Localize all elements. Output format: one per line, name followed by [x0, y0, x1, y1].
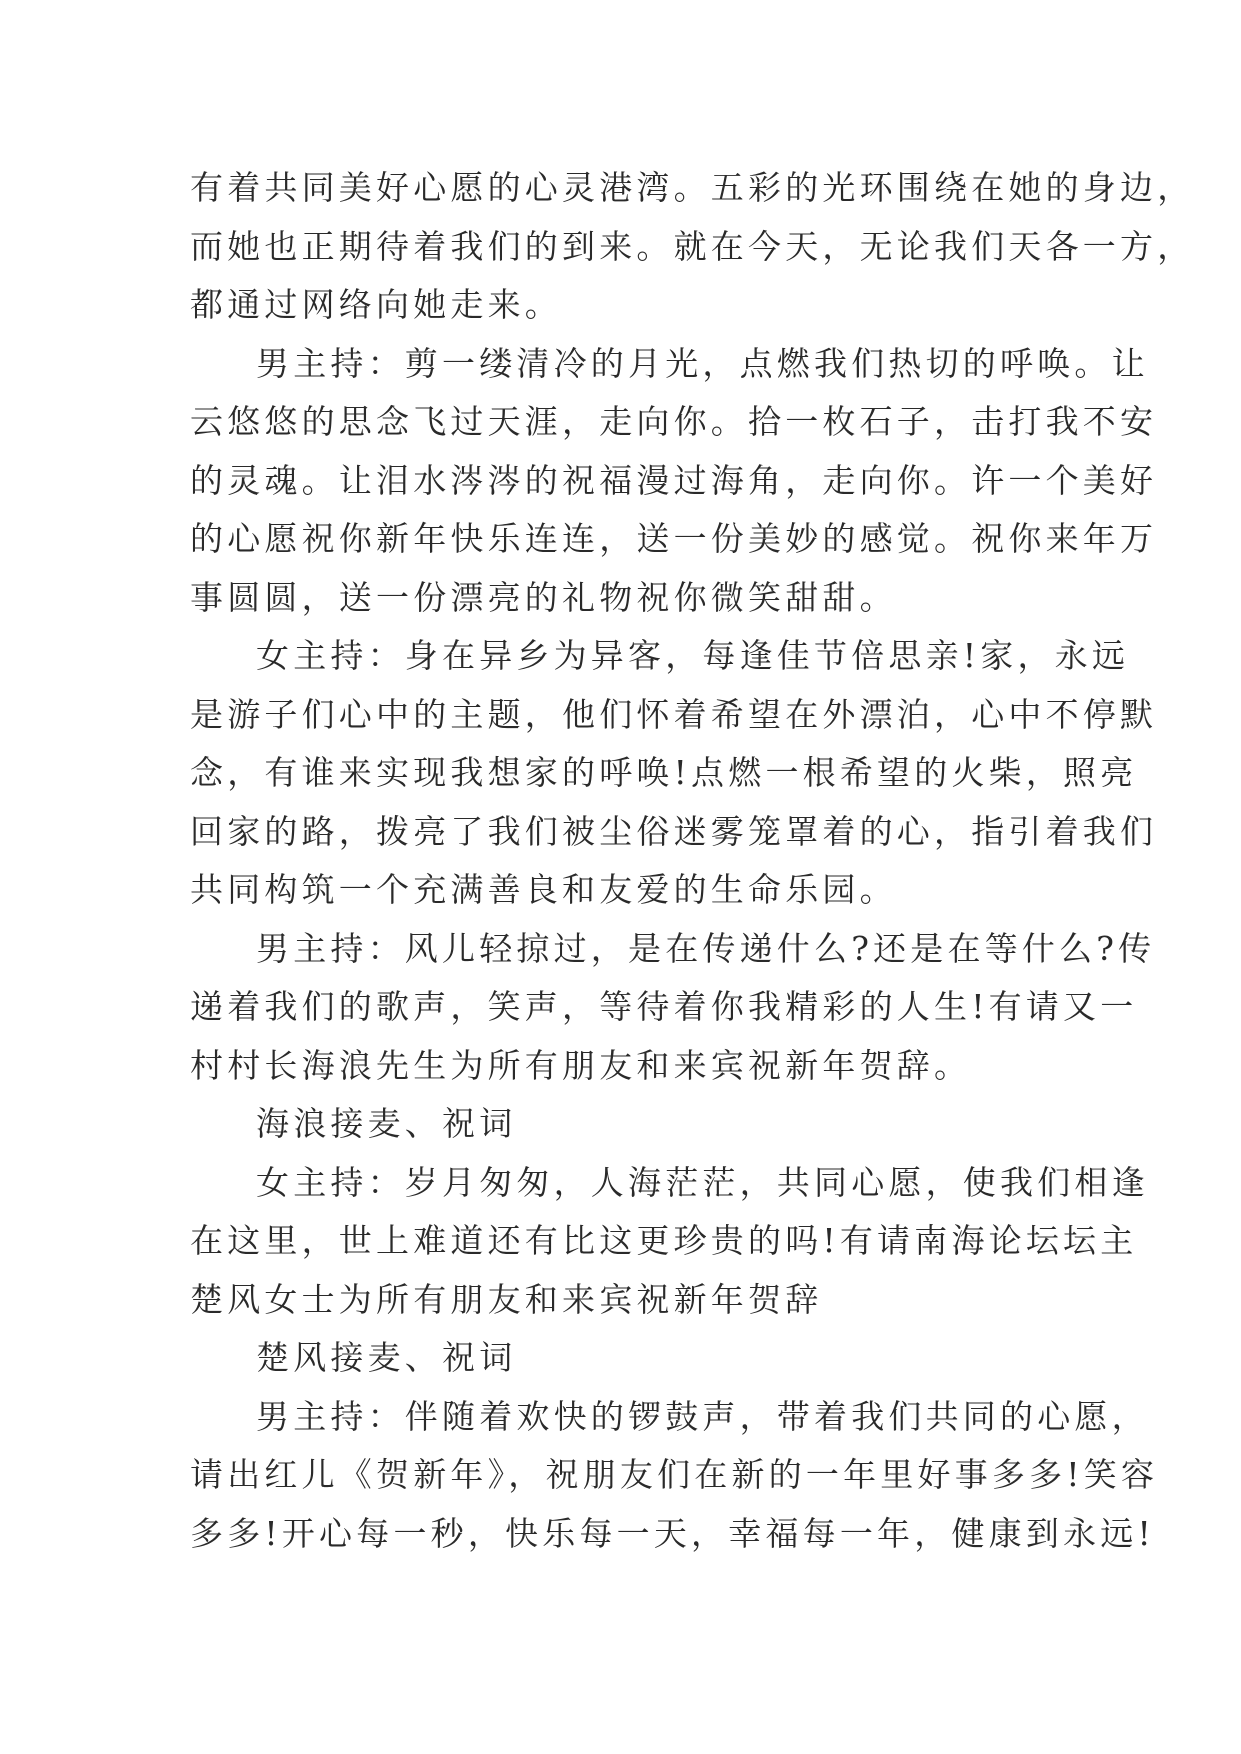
text-line: 在这里，世上难道还有比这更珍贵的吗!有请南海论坛坛主 [190, 1221, 1138, 1260]
text-line: 事圆圆，送一份漂亮的礼物祝你微笑甜甜。 [190, 577, 897, 617]
paragraph-start-line: 女主持：身在异乡为异客，每逢佳节倍思亲!家，永远 [256, 636, 1130, 675]
text-line: 念，有谁来实现我想家的呼唤!点燃一根希望的火柴，照亮 [190, 753, 1138, 792]
text-line: 的灵魂。让泪水涔涔的祝福漫过海角，走向你。许一个美好 [190, 460, 1158, 500]
text-line: 村村长海浪先生为所有朋友和来宾祝新年贺辞。 [190, 1045, 972, 1085]
stage-direction-line: 楚风接麦、祝词 [256, 1338, 517, 1377]
text-line: 而她也正期待着我们的到来。就在今天，无论我们天各一方， [190, 226, 1195, 266]
text-line: 请出红儿《贺新年》，祝朋友们在新的一年里好事多多!笑容 [190, 1455, 1159, 1494]
paragraph-start-line: 女主持：岁月匆匆，人海茫茫，共同心愿，使我们相逢 [256, 1162, 1149, 1202]
text-line: 都通过网络向她走来。 [190, 285, 562, 324]
paragraph-start-line: 男主持：伴随着欢快的锣鼓声，带着我们共同的心愿， [256, 1396, 1149, 1436]
paragraph-start-line: 男主持：剪一缕清冷的月光，点燃我们热切的呼唤。让 [256, 343, 1149, 383]
text-line: 的心愿祝你新年快乐连连，送一份美妙的感觉。祝你来年万 [190, 519, 1158, 558]
paragraph-start-line: 男主持：风儿轻掠过，是在传递什么?还是在等什么?传 [256, 928, 1156, 968]
text-line: 云悠悠的思念飞过天涯，走向你。拾一枚石子，击打我不安 [190, 402, 1158, 441]
document-body [190, 159, 1195, 1563]
text-line: 递着我们的歌声，笑声，等待着你我精彩的人生!有请又一 [190, 987, 1138, 1026]
text-line: 回家的路，拨亮了我们被尘俗迷雾笼罩着的心，指引着我们 [190, 811, 1158, 851]
stage-direction-line: 海浪接麦、祝词 [256, 1104, 517, 1143]
text-line: 楚风女士为所有朋友和来宾祝新年贺辞 [190, 1279, 823, 1319]
text-line: 多多!开心每一秒，快乐每一天，幸福每一年，健康到永远! [190, 1513, 1155, 1553]
text-line: 是游子们心中的主题，他们怀着希望在外漂泊，心中不停默 [190, 694, 1158, 734]
text-line: 共同构筑一个充满善良和友爱的生命乐园。 [190, 870, 897, 909]
text-line: 有着共同美好心愿的心灵港湾。五彩的光环围绕在她的身边， [190, 168, 1195, 207]
